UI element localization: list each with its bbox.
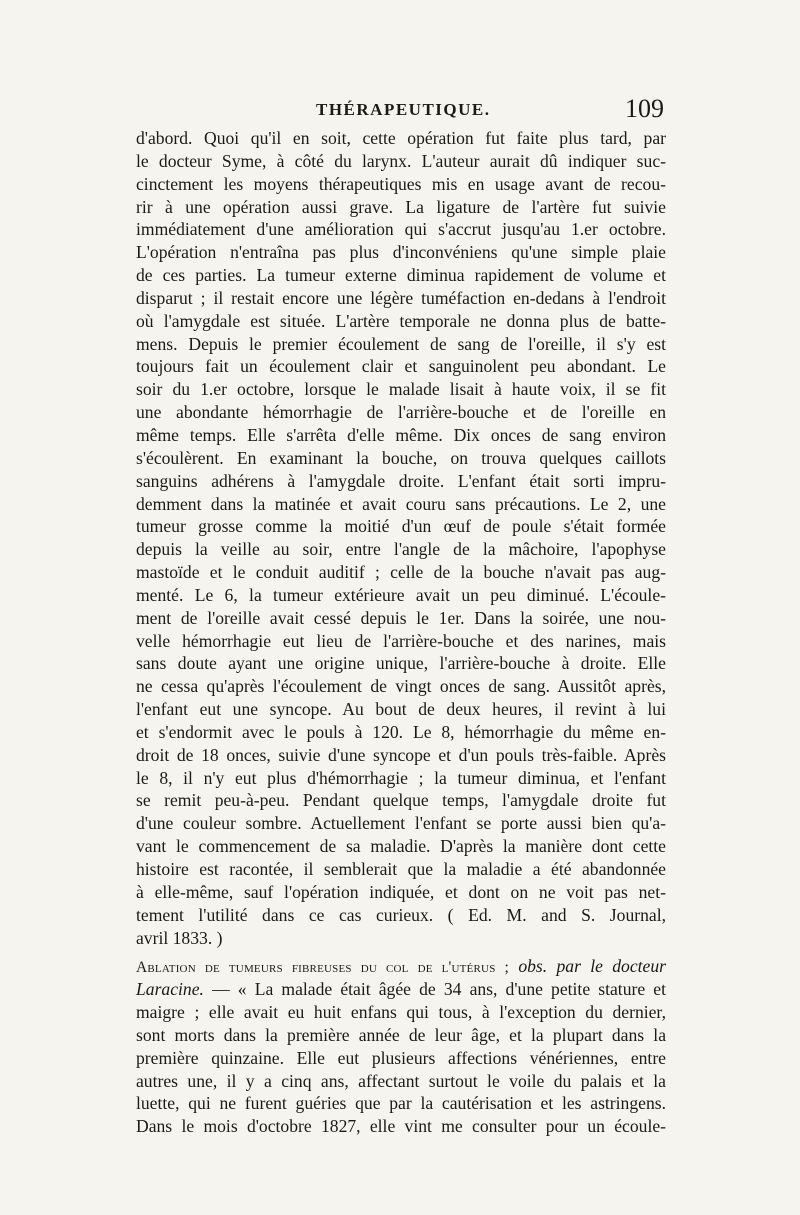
text-line: avril 1833. )	[136, 927, 223, 948]
section-obs: obs. par le docteur	[518, 956, 666, 977]
running-title: THÉRAPEUTIQUE.	[316, 100, 491, 119]
text-line: autres une, il y a cinq ans, affectant surtout le voile du palais et la	[136, 1070, 666, 1091]
text-line: le 8, il n'y eut plus d'hémorrhagie ; la tumeur diminua, et l'enfant	[136, 767, 666, 788]
text-line	[136, 978, 666, 1001]
text-line: depuis la veille au soir, entre l'angle de la mâchoire, l'apophyse	[136, 539, 666, 560]
text-line: tement l'utilité dans ce cas curieux. ( Ed. M. and S. Journal,	[136, 904, 666, 925]
text-line: de ces parties. La tumeur externe diminua rapidement de volume et	[136, 265, 666, 286]
text-line: disparut ; il restait encore une légère tuméfaction en-dedans à l'endroit	[136, 287, 666, 308]
text-line: première quinzaine. Elle eut plusieurs affections vénériennes, entre	[136, 1047, 666, 1068]
text-line: toujours fait un écoulement clair et sanguinolent peu abondant. Le	[136, 356, 666, 377]
section-author: Laracine.	[136, 979, 204, 1000]
text-line: histoire est racontée, il semblerait que la maladie a été abandonnée	[136, 859, 666, 879]
text-line: une abondante hémorrhagie de l'arrière-bouche et de l'oreille en	[136, 402, 666, 423]
page-header	[136, 94, 664, 124]
text-line: L'opération n'entraîna pas plus d'inconvéniens qu'une simple plaie	[136, 242, 666, 263]
page-number: 109	[625, 94, 664, 123]
section-heading: Ablation de tumeurs fibreuses du col de l'utérus ;	[136, 959, 510, 977]
text-line: tumeur grosse comme la moitié d'un œuf de poule s'était formée	[136, 516, 666, 537]
text-line: rir à une opération aussi grave. La ligature de l'artère fut suivie	[136, 196, 666, 217]
text-line: vant le commencement de sa maladie. D'après la manière dont cette	[136, 836, 666, 857]
text-line: mens. Depuis le premier écoulement de sang de l'oreille, il s'y est	[136, 333, 666, 354]
text-line: même temps. Elle s'arrêta d'elle même. Dix onces de sang environ	[136, 424, 666, 445]
text-line: Dans le mois d'octobre 1827, elle vint me consulter pour un écoule-	[136, 1116, 666, 1137]
text-line: se remit peu-à-peu. Pendant quelque temps, l'amygdale droite fut	[136, 790, 666, 811]
text-line: maigre ; elle avait eu huit enfans qui tous, à l'exception du dernier,	[136, 1002, 666, 1023]
body-text	[136, 127, 666, 1138]
text-line: luette, qui ne furent guéries que par la cautérisation et les astringens.	[136, 1093, 666, 1114]
text-line: droit de 18 onces, suivie d'une syncope et d'un pouls très-faible. Après	[136, 744, 666, 765]
text-line: cinctement les moyens thérapeutiques mis en usage avant de recou-	[136, 173, 666, 194]
text-line: demment dans la matinée et avait couru sans précautions. Le 2, une	[136, 493, 666, 514]
text-line: d'une couleur sombre. Actuellement l'enfant se porte aussi bien qu'a-	[136, 813, 666, 834]
section-text-first: — « La malade était âgée de 34 ans, d'une petite stature et	[203, 979, 666, 1000]
text-line: ment de l'oreille avait cessé depuis le 1er. Dans la soirée, une nou-	[136, 607, 666, 628]
text-line: l'enfant eut une syncope. Au bout de deux heures, il revint à lui	[136, 699, 666, 720]
text-line: sanguins adhérens à l'amygdale droite. L'enfant était sorti impru-	[136, 470, 666, 491]
text-line: où l'amygdale est située. L'artère temporale ne donna plus de batte-	[136, 310, 666, 331]
text-line: mastoïde et le conduit auditif ; celle de la bouche n'avait pas aug-	[136, 562, 666, 583]
text-line: le docteur Syme, à côté du larynx. L'auteur aurait dû indiquer suc-	[136, 150, 666, 171]
text-line: ne cessa qu'après l'écoulement de vingt onces de sang. Aussitôt après,	[136, 676, 666, 697]
text-line: menté. Le 6, la tumeur extérieure avait un peu diminué. L'écoule-	[136, 584, 666, 605]
text-line: velle hémorrhagie eut lieu de l'arrière-bouche et des narines, mais	[136, 630, 666, 651]
text-line: soir du 1.er octobre, lorsque le malade lisait à haute voix, il se fit	[136, 379, 666, 400]
text-line: immédiatement d'une amélioration qui s'accrut jusqu'au 1.er octobre.	[136, 219, 666, 240]
text-line: d'abord. Quoi qu'il en soit, cette opération fut faite plus tard, par	[136, 128, 666, 148]
text-line: à elle-même, sauf l'opération indiquée, et dont on ne voit pas net-	[136, 881, 666, 902]
text-line: et s'endormit avec le pouls à 120. Le 8, hémorrhagie du même en-	[136, 721, 666, 742]
text-line: sans doute ayant une origine unique, l'arrière-bouche à droite. Elle	[136, 653, 666, 674]
section-heading-line	[136, 955, 666, 978]
text-line: sont morts dans la première année de leur âge, et la plupart dans la	[136, 1024, 666, 1045]
text-line: s'écoulèrent. En examinant la bouche, on trouva quelques caillots	[136, 447, 666, 468]
